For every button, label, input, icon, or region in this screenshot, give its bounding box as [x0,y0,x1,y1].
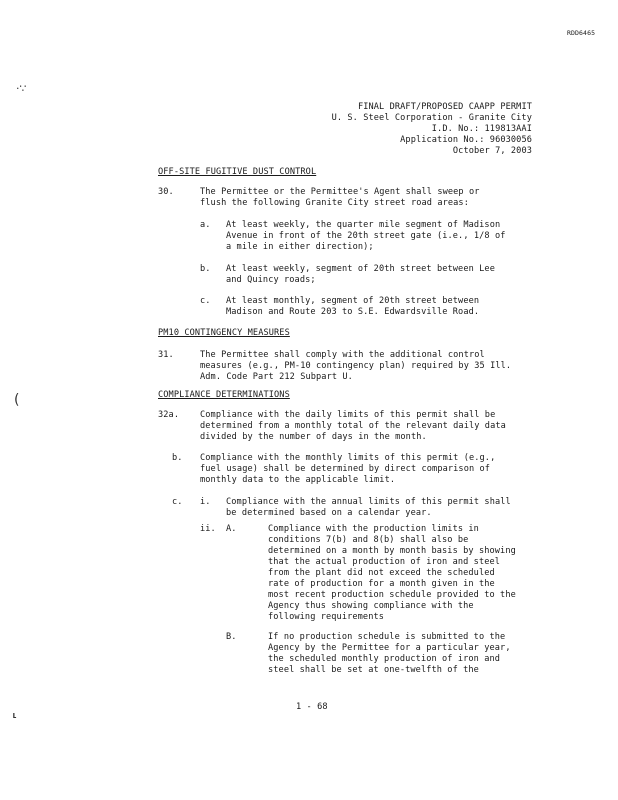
section-heading-contingency: PM10 CONTINGENCY MEASURES [158,328,290,338]
subitem-a-text: At least weekly, the quarter mile segment of Madison Avenue in front of the 20th street gate (i.e., 1/8 of a mile in either direction); [226,220,506,252]
item-32c-ii-B-label: B. [226,632,237,642]
subitem-c-text: At least monthly, segment of 20th street between Madison and Route 203 to S.E. Edwardsville Road. [226,296,480,317]
item-32b-text: Compliance with the monthly limits of this permit (e.g., fuel usage) shall be determined by direct comparison of monthly data to the applicable limit. [200,453,496,485]
subitem-a-label: a. [200,220,211,230]
scan-mark-top: ·∵ [16,82,27,95]
header-date: October 7, 2003 [452,146,532,156]
item-32c-label: c. [172,497,183,507]
item-32c-ii-A-label: A. [226,524,237,534]
item-number-32a: 32a. [158,410,180,420]
item-32a-text: Compliance with the daily limits of this permit shall be determined from a monthly total of the relevant daily data divided by the number of days in the month. [200,410,506,442]
section-heading-offsite: OFF-SITE FUGITIVE DUST CONTROL [158,167,317,177]
item-32c-ii-B-text: If no production schedule is submitted to the Agency by the Permittee for a particular year, the scheduled monthly production of iron and steel shall be set at one-twelfth of the [268,632,511,675]
header-company: U. S. Steel Corporation - Granite City [331,113,532,123]
scan-mark-middle: ( [14,392,20,408]
subitem-b-text: At least weekly, segment of 20th street between Lee and Quincy roads; [226,264,495,285]
page-number: 1 - 68 [296,702,328,712]
header-id: I.D. No.: 119813AAI [431,124,532,134]
item-31-text: The Permittee shall comply with the additional control measures (e.g., PM-10 contingency plan) required by 35 Ill. Adm. Code Part 212 Subpart U. [200,350,512,382]
item-32c-i-label: i. [200,497,211,507]
document-id: RDD6465 [567,29,596,37]
item-32c-ii-A-text: Compliance with the production limits in conditions 7(b) and 8(b) shall also be determined on a month by month basis by showing that the actual production of iron and steel from the plant did not exceed the scheduled rate of production for a month given in the most recent production schedule provided to the Agency thus showing compliance with the following requirements [268,524,516,622]
item-32c-i-text: Compliance with the annual limits of this permit shall be determined based on a calendar year. [226,497,511,518]
item-number-31: 31. [158,350,174,360]
item-32c-ii-label: ii. [200,524,216,534]
header-title: FINAL DRAFT/PROPOSED CAAPP PERMIT [357,102,532,112]
section-heading-compliance: COMPLIANCE DETERMINATIONS [158,390,290,400]
item-32b-label: b. [172,453,183,463]
subitem-b-label: b. [200,264,211,274]
item-number-30: 30. [158,187,174,197]
item-30-intro: The Permittee or the Permittee's Agent shall sweep or flush the following Granite City street road areas: [200,187,480,208]
header-application: Application No.: 96030056 [400,135,532,145]
scan-mark-bottom: ⸤ [12,704,18,720]
subitem-c-label: c. [200,296,211,306]
